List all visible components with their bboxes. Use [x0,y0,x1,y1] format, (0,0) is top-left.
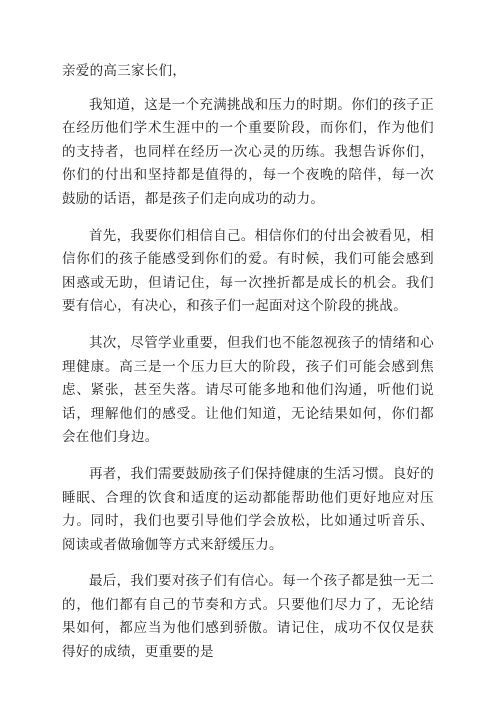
paragraph-healthy-habits: 再者，我们需要鼓励孩子们保持健康的生活习惯。良好的睡眠、合理的饮食和适度的运动都能帮助他们更好地应对压力。同时，我们也要引导他们学会放松，比如通过听音乐、阅读或者做瑜伽等方式来舒缓压力。 [62,465,434,553]
letter-greeting: 亲爱的高三家长们， [62,63,187,79]
paragraph-emotional-health: 其次，尽管学业重要，但我们也不能忽视孩子的情绪和心理健康。高三是一个压力巨大的阶段，孩子们可能会感到焦虑、紧张，甚至失落。请尽可能多地和他们沟通，听他们说话，理解他们的感受。让他们知道，无论结果如何，你们都会在他们身边。 [62,334,434,446]
paragraph-believe-yourself: 首先，我要你们相信自己。相信你们的付出会被看见，相信你们的孩子能感受到你们的爱。有时候，我们可能会感到困惑或无助，但请记住，每一次挫折都是成长的机会。我们要有信心，有决心，和孩子们一起面对这个阶段的挑战。 [62,227,434,315]
letter-body [62,60,434,678]
paragraph-intro: 我知道，这是一个充满挑战和压力的时期。你们的孩子正在经历他们学术生涯中的一个重要阶段，而你们，作为他们的支持者，也同样在经历一次心灵的历练。我想告诉你们，你们的付出和坚持都是值得的，每一个夜晚的陪伴，每一次鼓励的话语，都是孩子们走向成功的动力。 [62,96,434,207]
paragraph-have-confidence: 最后，我们要对孩子们有信心。每一个孩子都是独一无二的，他们都有自己的节奏和方式。只要他们尽力了，无论结果如何，都应当为他们感到骄傲。请记住，成功不仅仅是获得好的成绩，更重要的是 [62,573,434,661]
